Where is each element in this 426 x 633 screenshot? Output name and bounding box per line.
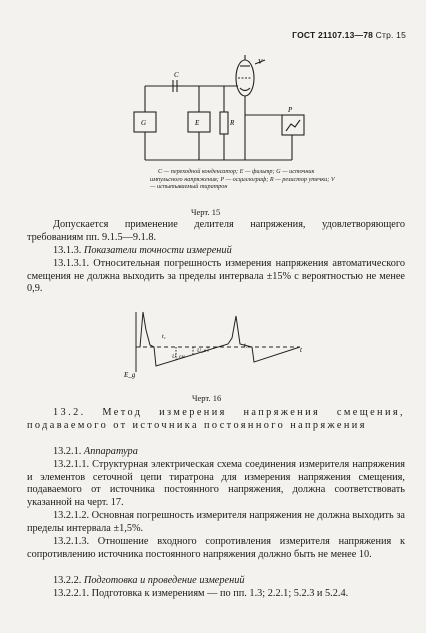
figure-16-waveform: [0, 300, 426, 398]
heading-13-2-2: [27, 575, 405, 588]
paragraph-13-1-3-1: 13.1.3.1. Относительная погрешность измерения напряжения автоматического смещения не должна выходить за пределы интервала ±15% с вероятностью не менее 0,9.: [27, 258, 405, 295]
figure-15-caption: C — переходной конденсатор; E — фильтр; G — источник импульсного напряжения; P — осциллограф; R — резистор утечки; V — испытываемый тиратрон: [150, 168, 335, 191]
paragraph-divider-note: Допускается применение делителя напряжения, удовлетворяющего требованиям пп. 9.1.5—9.1.8.: [27, 219, 405, 243]
paragraph-13-2-1-2: 13.2.1.2. Основная погрешность измерителя напряжения не должна выходить за пределы интервала ±1,5%.: [27, 510, 405, 534]
heading-13-2-1-title: Аппаратура: [83, 446, 138, 457]
label-uv: U_в: [197, 348, 207, 354]
standard-number: ГОСТ 21107.13—78: [292, 30, 374, 40]
heading-13-2-1-number: 13.2.1.: [53, 446, 82, 457]
label-ucm: U_см: [172, 354, 185, 360]
heading-13-1-3: [27, 245, 405, 258]
heading-13-2-2-number: 13.2.2.: [53, 575, 82, 586]
paragraph-13-2-1-1: 13.2.1.1. Структурная электрическая схема соединения измерителя напряжения и элементов сеточной цепи тиратрона для измерения напряжения смещения, подаваемого от источника постоянного напряжения, должна соответствовать указанной на черт. 17.: [27, 459, 405, 508]
heading-13-2-2-title: Подготовка и проведение измерений: [83, 575, 245, 586]
label-t2: t₂: [244, 343, 248, 349]
label-e: E: [195, 119, 200, 127]
paragraph-13-2-1-3: 13.2.1.3. Отношение входного сопротивления измерителя напряжения к сопротивлению источника постоянного напряжения должно быть не менее 10.: [27, 536, 405, 560]
label-c: C: [174, 71, 179, 79]
label-eg: E_g: [124, 371, 136, 379]
label-t: t: [300, 346, 302, 354]
label-v: V: [258, 58, 263, 66]
heading-13-1-3-title: Показатели точности измерений: [83, 245, 232, 256]
heading-13-1-3-number: 13.1.3.: [53, 245, 82, 256]
figure-15-title: Черт. 15: [191, 207, 221, 217]
figure-15-circuit-diagram: [0, 0, 426, 170]
label-t1: t₁: [162, 334, 166, 340]
section-13-2-heading: 13.2. Метод измерения напряжения смещения, подаваемого от источника постоянного напряжения: [27, 407, 405, 431]
paragraph-13-2-2-1: 13.2.2.1. Подготовка к измерениям — по пп. 1.3; 2.2.1; 5.2.3 и 5.2.4.: [53, 588, 349, 599]
label-r: R: [230, 119, 235, 127]
label-p: P: [288, 106, 293, 114]
figure-16-title: Черт. 16: [192, 393, 222, 403]
page-number: Стр. 15: [375, 30, 406, 40]
heading-13-2-1: [27, 446, 405, 459]
label-g: G: [141, 119, 147, 127]
